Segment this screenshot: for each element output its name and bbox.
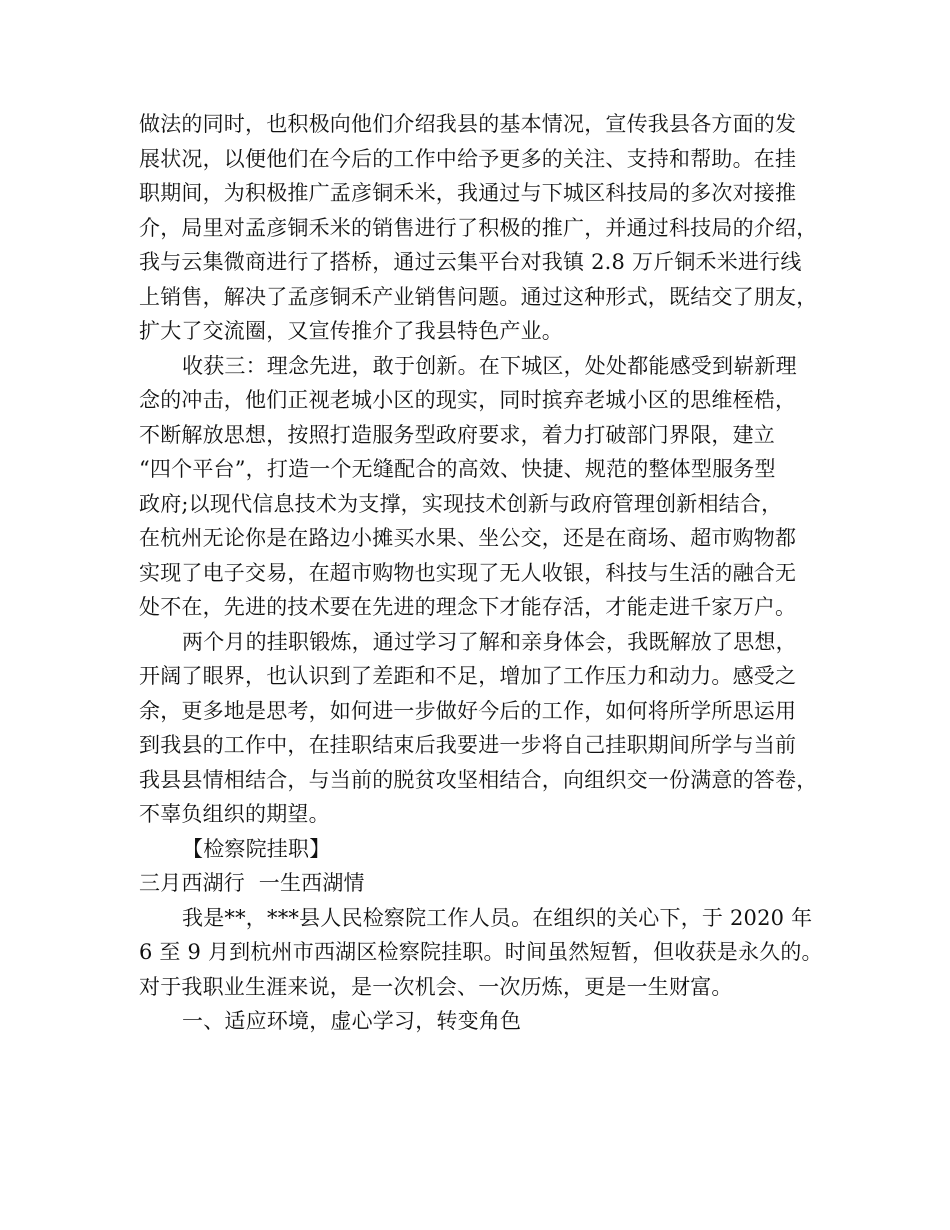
text-line: 6 至 9 月到杭州市西湖区检察院挂职。时间虽然短暂，但收获是永久的。 <box>139 940 823 964</box>
text-line: 扩大了交流圈，又宣传推介了我县特色产业。 <box>139 319 563 343</box>
document-body <box>139 107 829 1039</box>
text-line: “四个平台”，打造一个无缝配合的高效、快捷、规范的整体型服务型 <box>139 457 776 481</box>
text-line: 我县县情相结合，与当前的脱贫攻坚相结合，向组织交一份满意的答卷， <box>139 767 818 792</box>
article-title: 三月西湖行 一生西湖情 <box>139 871 365 895</box>
paragraph-conclusion <box>139 625 829 832</box>
paragraph-harvest-three <box>139 349 829 625</box>
text-line: 对于我职业生涯来说，是一次机会、一次历炼，更是一生财富。 <box>139 974 733 999</box>
text-line: 念的冲击，他们正视老城小区的现实，同时摈弃老城小区的思维桎梏， <box>139 388 797 412</box>
text-line: 展状况，以便他们在今后的工作中给予更多的关注、支持和帮助。在挂 <box>139 146 797 171</box>
subheading: 一、适应环境，虚心学习，转变角色 <box>182 1009 522 1033</box>
text-line: 我与云集微商进行了搭桥，通过云集平台对我镇 2.8 万斤铜禾米进行线 <box>139 250 802 274</box>
text-line: 在杭州无论你是在路边小摊买水果、坐公交，还是在商场、超市购物都 <box>139 526 797 550</box>
text-line: 做法的同时，也积极向他们介绍我县的基本情况，宣传我县各方面的发 <box>139 112 797 136</box>
text-line: 到我县的工作中，在挂职结束后我要进一步将自己挂职期间所学与当前 <box>139 733 797 757</box>
section-heading: 【检察院挂职】 <box>182 836 331 861</box>
text-line: 收获三：理念先进，敢于创新。在下城区，处处都能感受到崭新理 <box>182 353 797 378</box>
paragraph-promotion <box>139 107 829 349</box>
text-line: 余，更多地是思考，如何进一步做好今后的工作，如何将所学所思运用 <box>139 698 797 723</box>
text-line: 上销售，解决了孟彦铜禾产业销售问题。通过这种形式，既结交了朋友， <box>139 284 818 309</box>
text-line: 不辜负组织的期望。 <box>139 802 330 826</box>
text-line: 不断解放思想，按照打造服务型政府要求，着力打破部门界限，建立 <box>139 422 775 447</box>
text-line: 处不在，先进的技术要在先进的理念下才能存活，才能走进千家万户。 <box>139 595 797 619</box>
text-line: 开阔了眼界，也认识到了差距和不足，增加了工作压力和动力。感受之 <box>139 664 797 688</box>
text-line: 介，局里对孟彦铜禾米的销售进行了积极的推广，并通过科技局的介绍， <box>139 215 818 240</box>
paragraph-introduction <box>139 901 829 1005</box>
text-line: 两个月的挂职锻炼，通过学习了解和亲身体会，我既解放了思想， <box>182 629 797 654</box>
text-line: 政府;以现代信息技术为支撑，实现技术创新与政府管理创新相结合， <box>139 491 783 516</box>
text-line: 职期间，为积极推广孟彦铜禾米，我通过与下城区科技局的多次对接推 <box>139 181 797 205</box>
text-line: 实现了电子交易，在超市购物也实现了无人收银，科技与生活的融合无 <box>139 560 797 585</box>
text-line: 我是**，***县人民检察院工作人员。在组织的关心下，于 2020 年 <box>182 905 813 930</box>
